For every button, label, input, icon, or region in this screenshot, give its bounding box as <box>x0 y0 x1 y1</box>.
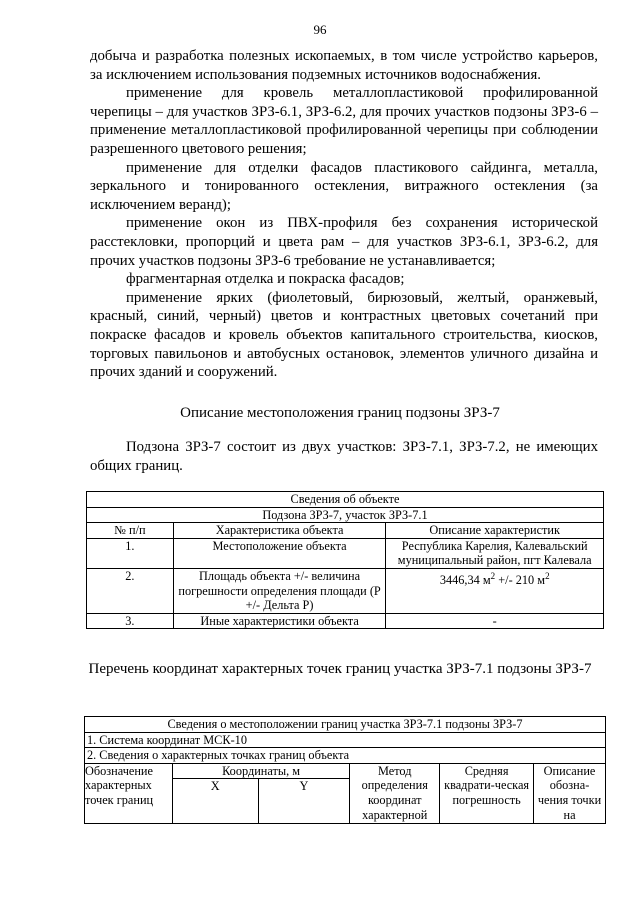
row-description: - <box>386 613 604 629</box>
table-row <box>87 568 604 613</box>
page-number: 96 <box>313 22 327 37</box>
row-characteristic: Площадь объекта +/- величина погрешности определения площади (Р +/- Дельта Р) <box>173 568 386 613</box>
coordinates-list-heading: Перечень координат характерных точек границ участка ЗРЗ-7.1 подзоны ЗРЗ-7 <box>88 661 592 677</box>
area-value: 3446,34 м <box>439 573 491 588</box>
area-error: +/- 210 м <box>495 573 546 588</box>
header-num: № п/п <box>87 523 174 539</box>
paragraph: применение для кровель металлопластиковой профилированной черепицы – для участков ЗРЗ-6.1, ЗРЗ-6.2, для прочих участков подзоны ЗРЗ-6 – применение металлопластиковой профилированной черепицы при соблюдении разрешенного цветового решения; <box>90 85 598 157</box>
section-heading: Описание местоположения границ подзоны ЗРЗ-7 <box>180 405 500 421</box>
row-num: 1. <box>87 538 174 568</box>
paragraph: применение ярких (фиолетовый, бирюзовый, желтый, оранжевый, красный, синий, черный) цветов и контрастных цветовых сочетаний при покраске фасадов и кровель объектов капитального строительства, киосков, торговых павильонов и автобусных остановок, элементов уличного дизайна и прочих зданий и сооружений. <box>90 289 598 381</box>
col-y: Y <box>258 779 350 824</box>
col-x: X <box>172 779 258 824</box>
area-unit-exponent: 2 <box>490 570 496 581</box>
coords-table-title: Сведения о местоположении границ участка ЗРЗ-7.1 подзоны ЗРЗ-7 <box>85 717 606 733</box>
points-info-row: 2. Сведения о характерных точках границ объекта <box>85 748 606 764</box>
paragraph: добыча и разработка полезных ископаемых, в том числе устройство карьеров, за исключением использования подземных источников водоснабжения. <box>90 48 598 83</box>
area-error-exponent: 2 <box>545 570 550 581</box>
object-info-table <box>86 491 604 629</box>
col-designation: Обозначение характерных точек границ <box>85 763 173 824</box>
intro-paragraph: Подзона ЗРЗ-7 состоит из двух участков: ЗРЗ-7.1, ЗРЗ-7.2, не имеющих общих границ. <box>90 439 598 474</box>
row-description <box>386 568 604 613</box>
table-row <box>87 538 604 568</box>
header-description: Описание характеристик <box>386 523 604 539</box>
coordinate-system-row: 1. Система координат МСК-10 <box>85 732 606 748</box>
row-characteristic: Местоположение объекта <box>173 538 386 568</box>
coordinates-table <box>84 716 606 824</box>
table-subtitle: Подзона ЗРЗ-7, участок ЗРЗ-7.1 <box>87 507 604 523</box>
col-coordinates: Координаты, м <box>172 763 349 779</box>
restrictions-list <box>90 47 598 382</box>
col-error: Средняя квадрати-ческая погрешность <box>440 763 534 824</box>
intro-block <box>90 438 598 475</box>
row-characteristic: Иные характеристики объекта <box>173 613 386 629</box>
paragraph: применение окон из ПВХ-профиля без сохранения исторической расстекловки, пропорций и цвета рам – для участков ЗРЗ-6.1, ЗРЗ-6.2, для прочих участков подзоны ЗРЗ-6 требование не устанавливается; <box>90 215 598 269</box>
row-num: 2. <box>87 568 174 613</box>
table-row <box>87 613 604 629</box>
paragraph: применение для отделки фасадов пластикового сайдинга, металла, зеркального и тонированного остекления, витражного остекления (за исключением веранд); <box>90 159 598 213</box>
row-description: Республика Карелия, Калевальский муниципальный район, пгт Калевала <box>386 538 604 568</box>
table-title: Сведения об объекте <box>87 492 604 508</box>
row-num: 3. <box>87 613 174 629</box>
col-method: Метод определения координат характерной <box>350 763 440 824</box>
paragraph: фрагментарная отделка и покраска фасадов; <box>126 271 405 288</box>
header-characteristic: Характеристика объекта <box>173 523 386 539</box>
col-description: Описание обозна-чения точки на <box>534 763 606 824</box>
